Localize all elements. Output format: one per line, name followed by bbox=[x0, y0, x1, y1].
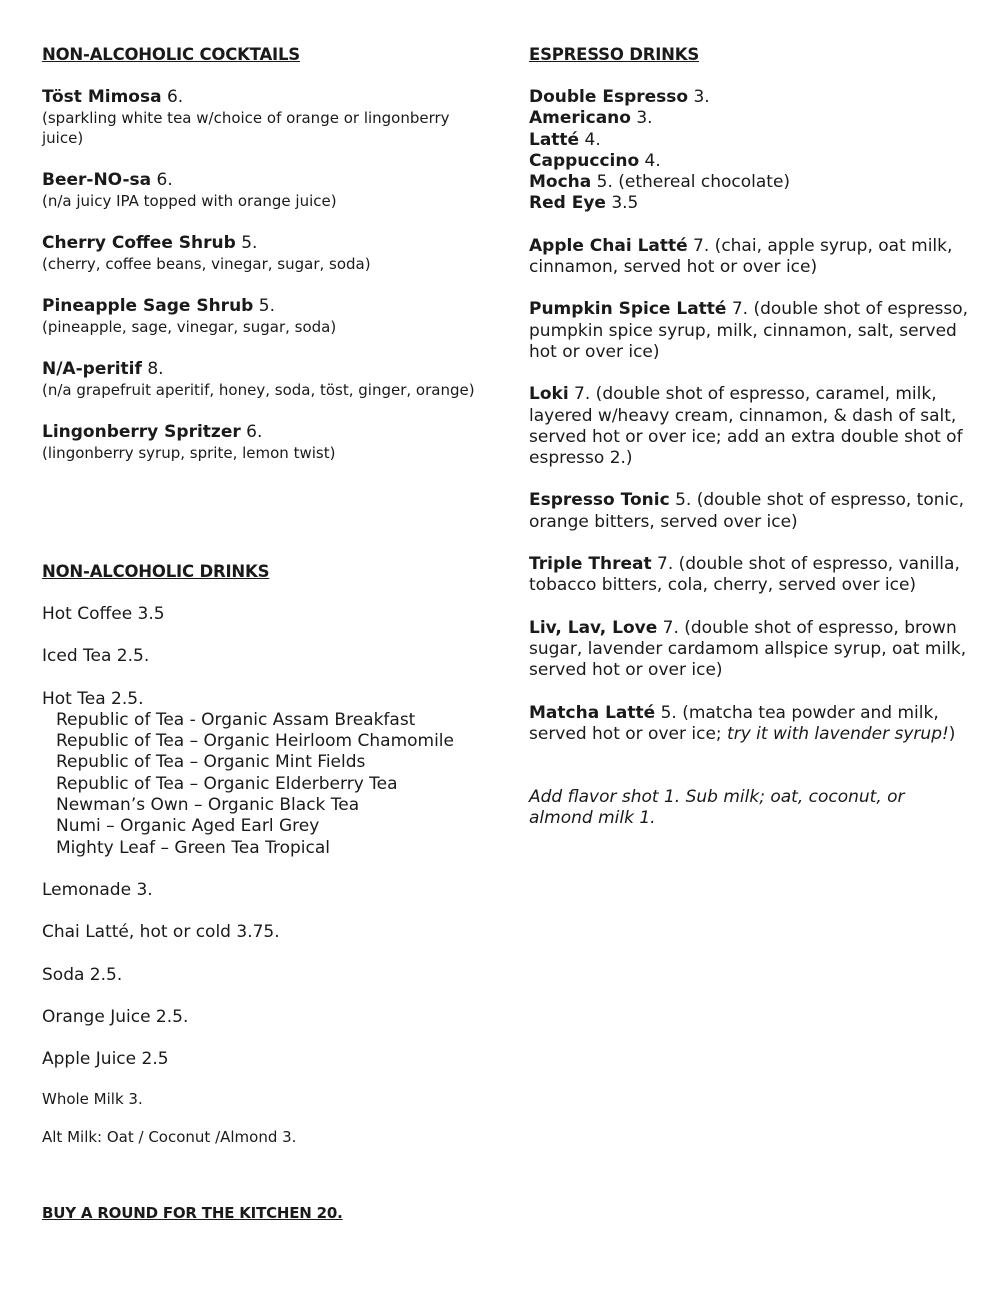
menu-item bbox=[529, 193, 969, 214]
item-description: 7. (double shot of espresso, pumpkin spice syrup, milk, cinnamon, salt, served hot or over ice) bbox=[529, 299, 969, 362]
menu-item bbox=[529, 299, 969, 363]
menu-item bbox=[42, 359, 482, 400]
whole-milk: Whole Milk 3. bbox=[42, 1090, 143, 1109]
item-close: ) bbox=[948, 723, 956, 744]
hot-coffee: Hot Coffee 3.5 bbox=[42, 604, 165, 624]
item-price: 6. bbox=[151, 170, 173, 190]
item-name: Cherry Coffee Shrub bbox=[42, 233, 236, 253]
item-name: Matcha Latté bbox=[529, 702, 656, 723]
item-name: Pumpkin Spice Latté bbox=[529, 299, 727, 320]
item-description: (sparkling white tea w/choice of orange or lingonberry juice) bbox=[42, 109, 450, 147]
item-name: Loki bbox=[529, 384, 569, 405]
item-name: Espresso Tonic bbox=[529, 490, 670, 511]
lemonade: Lemonade 3. bbox=[42, 879, 153, 900]
item-description: 7. (double shot of espresso, caramel, milk, layered w/heavy cream, cinnamon, & dash of salt, served hot or over ice; add an extra double shot of espresso 2.) bbox=[529, 384, 963, 469]
item-name: Töst Mimosa bbox=[42, 87, 162, 107]
item-description: (n/a juicy IPA topped with orange juice) bbox=[42, 192, 337, 210]
tea-option: Numi – Organic Aged Earl Grey bbox=[56, 816, 320, 837]
item-name: Lingonberry Spritzer bbox=[42, 422, 241, 442]
item-description: (n/a grapefruit aperitif, honey, soda, töst, ginger, orange) bbox=[42, 381, 475, 399]
menu-item bbox=[529, 554, 969, 597]
espresso-basics bbox=[529, 87, 969, 215]
item-name: Liv, Lav, Love bbox=[529, 617, 658, 638]
left-column bbox=[42, 44, 482, 1224]
right-column bbox=[529, 44, 969, 830]
item-price: 4. bbox=[639, 150, 661, 171]
item-price: 5. bbox=[235, 233, 258, 253]
orange-juice: Orange Juice 2.5. bbox=[42, 1006, 189, 1027]
item-price: 3. bbox=[688, 87, 710, 107]
menu-item bbox=[529, 130, 969, 151]
item-description: (cherry, coffee beans, vinegar, sugar, soda) bbox=[42, 255, 371, 273]
item-name: Red Eye bbox=[529, 193, 606, 214]
item-name: Beer-NO-sa bbox=[42, 170, 152, 190]
menu-item bbox=[529, 618, 969, 682]
item-price: 4. bbox=[579, 129, 601, 150]
item-price: 5. (ethereal chocolate) bbox=[591, 172, 791, 193]
tea-option: Republic of Tea – Organic Heirloom Chamomile bbox=[56, 731, 454, 752]
chai-latte: Chai Latté, hot or cold 3.75. bbox=[42, 922, 280, 943]
item-description: 7. (double shot of espresso, brown sugar, lavender cardamom allspice syrup, oat milk, served hot or over ice) bbox=[529, 617, 967, 681]
item-name: Latté bbox=[529, 129, 580, 150]
item-name: Mocha bbox=[529, 172, 592, 193]
item-description: (pineapple, sage, vinegar, sugar, soda) bbox=[42, 318, 337, 336]
item-price: 6. bbox=[240, 422, 263, 442]
item-description: (lingonberry syrup, sprite, lemon twist) bbox=[42, 444, 336, 462]
soda: Soda 2.5. bbox=[42, 964, 123, 985]
hot-tea: Hot Tea 2.5. bbox=[42, 688, 144, 709]
espresso-heading: ESPRESSO DRINKS bbox=[529, 45, 700, 64]
iced-tea: Iced Tea 2.5. bbox=[42, 646, 150, 667]
drinks-heading: NON-ALCOHOLIC DRINKS bbox=[42, 562, 270, 581]
menu-item bbox=[529, 384, 969, 469]
tea-option: Mighty Leaf – Green Tea Tropical bbox=[56, 837, 330, 858]
kitchen-round: BUY A ROUND FOR THE KITCHEN 20. bbox=[42, 1204, 343, 1223]
item-name: Double Espresso bbox=[529, 87, 689, 107]
menu-item bbox=[42, 233, 482, 274]
menu-item bbox=[529, 703, 969, 746]
tea-option: Republic of Tea – Organic Elderberry Tea bbox=[56, 773, 398, 794]
menu-item bbox=[529, 87, 969, 108]
item-price: 8. bbox=[141, 359, 164, 379]
menu-item bbox=[529, 151, 969, 172]
item-name: Americano bbox=[529, 108, 631, 129]
apple-juice: Apple Juice 2.5 bbox=[42, 1049, 169, 1070]
tea-option: Newman’s Own – Organic Black Tea bbox=[56, 795, 360, 816]
menu-item bbox=[529, 108, 969, 129]
item-price: 3.5 bbox=[605, 193, 639, 214]
item-name: Triple Threat bbox=[529, 554, 652, 575]
item-description: 7. (chai, apple syrup, oat milk, cinnamon, served hot or over ice) bbox=[529, 235, 953, 278]
cocktails-heading: NON-ALCOHOLIC COCKTAILS bbox=[42, 45, 300, 64]
item-name: Apple Chai Latté bbox=[529, 235, 688, 256]
menu-item bbox=[42, 87, 482, 148]
item-description: 7. (double shot of espresso, vanilla, tobacco bitters, cola, cherry, served over ice) bbox=[529, 554, 960, 596]
menu-item bbox=[529, 172, 969, 193]
item-suggestion: try it with lavender syrup! bbox=[727, 723, 949, 744]
item-name: Cappuccino bbox=[529, 150, 640, 171]
tea-option: Republic of Tea – Organic Mint Fields bbox=[56, 752, 366, 773]
menu-item bbox=[529, 236, 969, 279]
alt-milk: Alt Milk: Oat / Coconut /Almond 3. bbox=[42, 1128, 297, 1147]
tea-option: Republic of Tea - Organic Assam Breakfast bbox=[56, 709, 416, 730]
menu-item bbox=[42, 422, 482, 463]
item-name: N/A-peritif bbox=[42, 359, 142, 379]
item-description: 5. (matcha tea powder and milk, served hot or over ice; bbox=[529, 702, 939, 744]
item-name: Pineapple Sage Shrub bbox=[42, 296, 254, 316]
item-description: 5. (double shot of espresso, tonic, orange bitters, served over ice) bbox=[529, 490, 964, 532]
item-price: 3. bbox=[630, 108, 653, 129]
addons-note: Add flavor shot 1. Sub milk; oat, coconut, or almond milk 1. bbox=[529, 787, 905, 829]
item-price: 6. bbox=[161, 87, 184, 107]
menu-item bbox=[529, 490, 969, 533]
menu-item bbox=[42, 296, 482, 337]
item-price: 5. bbox=[253, 296, 275, 316]
menu-item bbox=[42, 170, 482, 211]
